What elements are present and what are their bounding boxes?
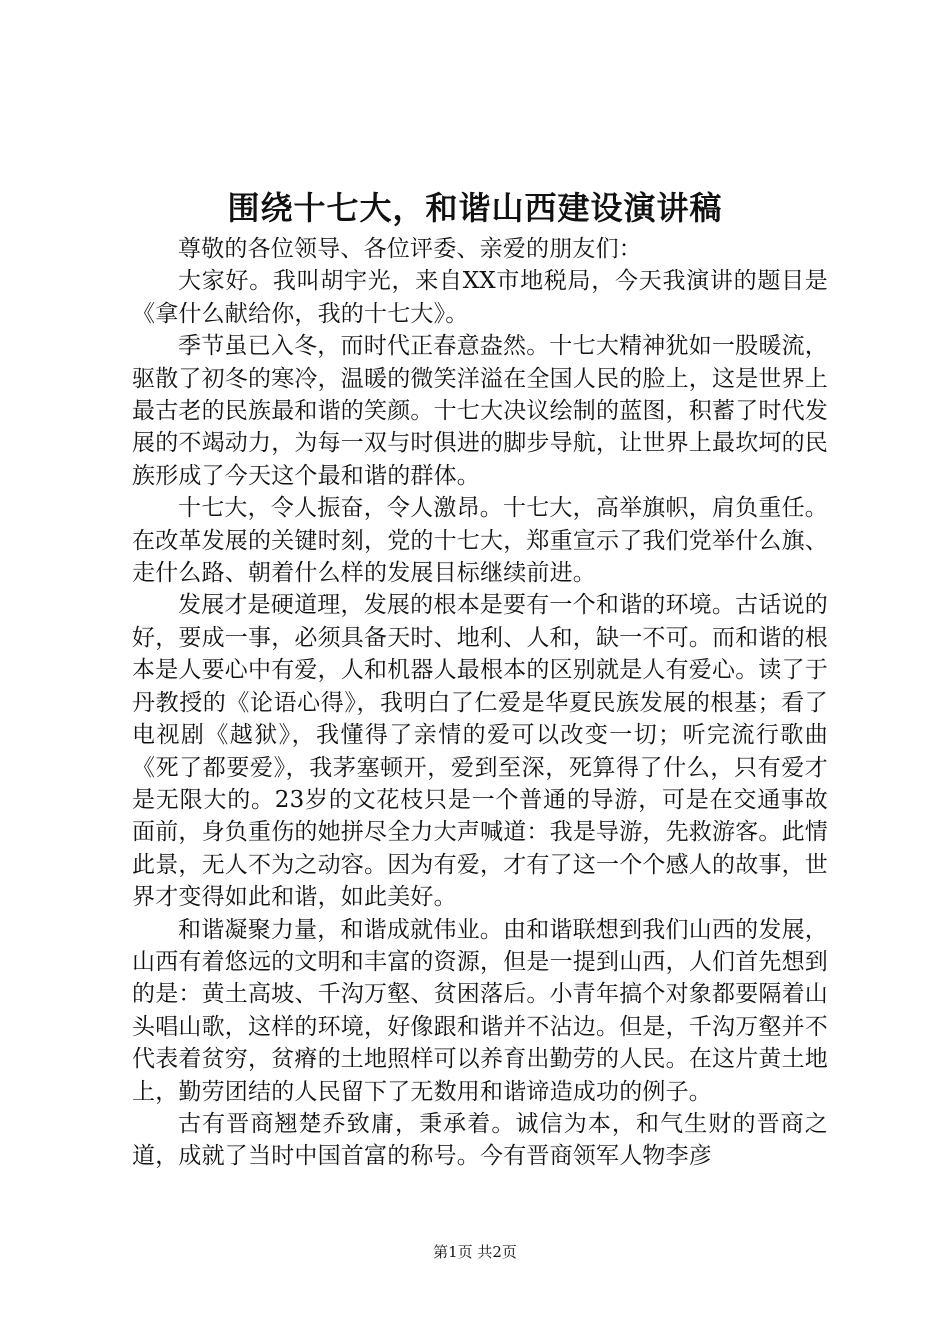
paragraph-salutation: 尊敬的各位领导、各位评委、亲爱的朋友们： [178, 236, 642, 262]
paragraph-season: 季节虽已入冬，而时代正春意盎然。十七大精神犹如一股暖流，驱散了初冬的寒冷，温暖的微笑洋溢在全国人民的脸上，这是世界上最古老的民族最和谐的笑颜。十七大决议绘制的蓝图，积蓄了时代发展的不竭动力，为每一双与时俱进的脚步导航，让世界上最坎坷的民族形成了今天这个最和谐的群体。 [132, 333, 828, 489]
paragraph-harmony-shanxi: 和谐凝聚力量，和谐成就伟业。由和谐联想到我们山西的发展，山西有着悠远的文明和丰富的资源，但是一提到山西，人们首先想到的是：黄土高坡、千沟万壑、贫困落后。小青年搞个对象都要隔着山头唱山歌，这样的环境，好像跟和谐并不沾边。但是，千沟万壑并不代表着贫穷，贫瘠的土地照样可以养育出勤劳的人民。在这片黄土地上，勤劳团结的人民留下了无数用和谐谛造成功的例子。 [132, 916, 828, 1105]
page-title: 围绕十七大，和谐山西建设演讲稿 [227, 189, 723, 227]
paragraph-congress: 十七大，令人振奋，令人激昂。十七大，高举旗帜，肩负重任。在改革发展的关键时刻，党的十七大，郑重宣示了我们党举什么旗、走什么路、朝着什么样的发展目标继续前进。 [132, 495, 828, 587]
paragraph-development: 发展才是硬道理，发展的根本是要有一个和谐的环境。古话说的好，要成一事，必须具备天时、地利、人和，缺一不可。而和谐的根本是人要心中有爱，人和机器人最根本的区别就是人有爱心。读了于丹教授的《论语心得》，我明白了仁爱是华夏民族发展的根基；看了电视剧《越狱》，我懂得了亲情的爱可以改变一切；听完流行歌曲《死了都要爱》，我茅塞顿开，爱到至深，死算得了什么，只有爱才是无限大的。23岁的文花枝只是一个普通的导游，可是在交通事故面前，身负重伤的她拼尽全力大声喊道：我是导游，先救游客。此情此景，无人不为之动容。因为有爱，才有了这一个个感人的故事，世界才变得如此和谐，如此美好。 [132, 592, 828, 911]
page-number-footer: 第1页 共2页 [433, 1243, 517, 1261]
document-body [132, 233, 828, 1173]
paragraph-jin-merchants: 古有晋商翘楚乔致庸，秉承着。诚信为本，和气生财的晋商之道，成就了当时中国首富的称号。今有晋商领军人物李彦 [132, 1110, 828, 1170]
paragraph-introduction: 大家好。我叫胡宇光，来自XX市地税局，今天我演讲的题目是《拿什么献给你，我的十七大》。 [132, 268, 828, 327]
